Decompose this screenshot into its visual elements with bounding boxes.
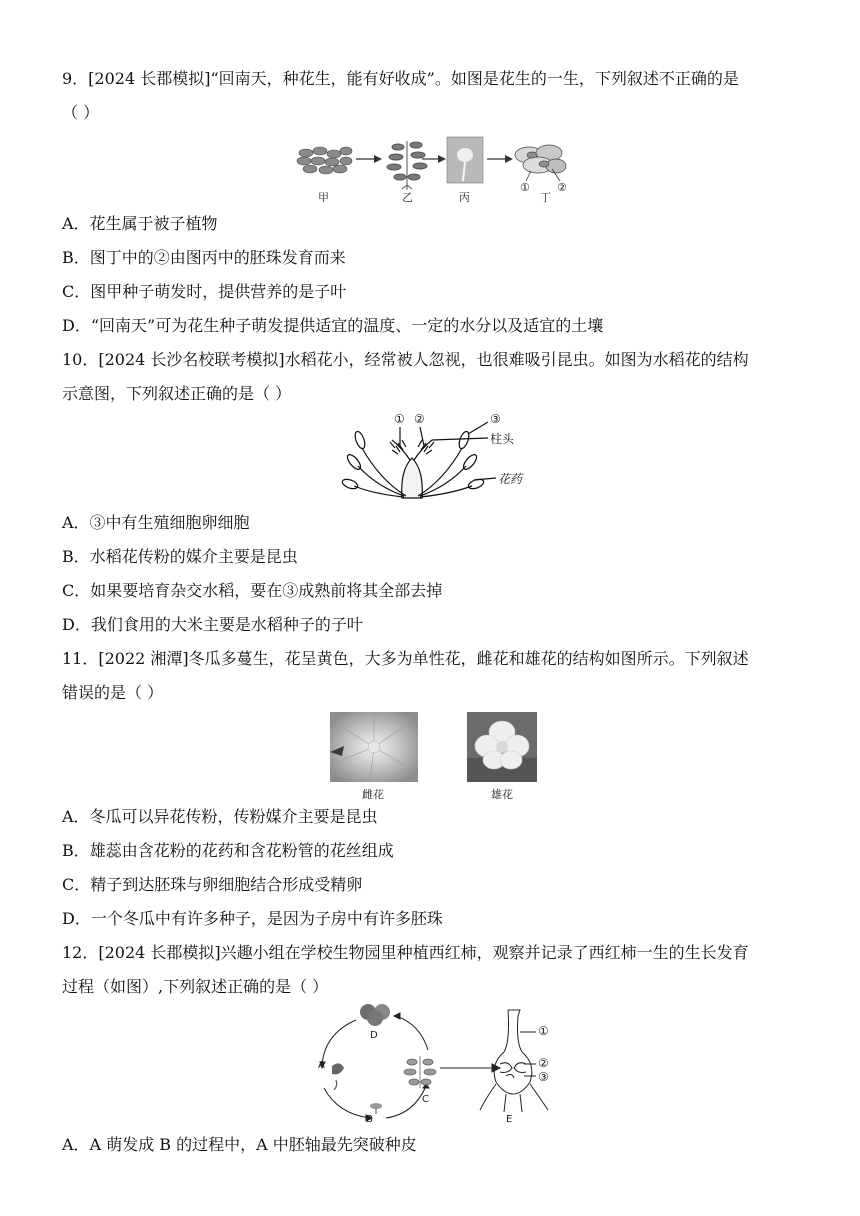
q9-label-jia: 甲	[318, 191, 329, 204]
q12-label-2: ②	[538, 1056, 549, 1070]
q12-label-D: D	[370, 1030, 378, 1041]
q10-stem-line2: 示意图，下列叙述正确的是（ ）	[62, 384, 292, 403]
q10-rice-flower-diagram	[340, 410, 540, 508]
q9-stem-line1: 9．[2024 长郡模拟]“回南天，种花生，能有好收成”。如图是花生的一生，下列叙述不正确的是	[62, 69, 739, 88]
q12-label-C: C	[422, 1094, 429, 1105]
q12-label-E: E	[506, 1114, 513, 1125]
q12-label-B: B	[366, 1114, 373, 1125]
q9-option-c: C．图甲种子萌发时，提供营养的是子叶	[62, 282, 347, 301]
q12-option-a: A．A 萌发成 B 的过程中，A 中胚轴最先突破种皮	[62, 1135, 417, 1154]
q9-label-ding: 丁	[540, 191, 551, 204]
q9-label-mark1: ①	[520, 181, 530, 194]
q12-stem-line2: 过程（如图）,下列叙述正确的是（ ）	[62, 977, 329, 996]
q9-figure	[294, 133, 584, 209]
q12-tomato-lifecycle-diagram	[310, 1002, 560, 1130]
q9-label-yi: 乙	[402, 191, 413, 204]
q11-female-flower-photo	[330, 712, 418, 782]
q10-label-1: ①	[394, 412, 405, 426]
q12-label-3: ③	[538, 1070, 549, 1084]
q11-option-d: D．一个冬瓜中有许多种子，是因为子房中有许多胚珠	[62, 909, 443, 928]
q10-label-2: ②	[414, 412, 425, 426]
q10-option-b: B．水稻花传粉的媒介主要是昆虫	[62, 547, 298, 566]
q10-option-d: D．我们食用的大米主要是水稻种子的子叶	[62, 615, 363, 634]
q11-label-male: 雄花	[491, 788, 513, 801]
q10-option-a: A．③中有生殖细胞卵细胞	[62, 513, 250, 532]
q9-option-b: B．图丁中的②由图丙中的胚珠发育而来	[62, 248, 346, 267]
q9-label-bing: 丙	[459, 191, 470, 204]
q10-stem-line1: 10．[2024 长沙名校联考模拟]水稻花小，经常被人忽视，也很难吸引昆虫。如图为水稻花的结构	[62, 350, 749, 369]
q12-stem-line1: 12．[2024 长郡模拟]兴趣小组在学校生物园里种植西红柿，观察并记录了西红柿一生的生长发育	[62, 943, 749, 962]
q11-male-flower-photo	[467, 712, 537, 782]
q10-label-anther: 花药	[498, 472, 523, 486]
q9-label-mark2: ②	[557, 181, 567, 194]
q11-option-c: C．精子到达胚珠与卵细胞结合形成受精卵	[62, 875, 363, 894]
q10-label-stigma: 柱头	[490, 432, 515, 446]
q9-option-d: D．“回南天”可为花生种子萌发提供适宜的温度、一定的水分以及适宜的土壤	[62, 316, 604, 335]
q9-option-a: A．花生属于被子植物	[62, 214, 218, 233]
q11-label-female: 雌花	[362, 788, 384, 801]
q10-label-3: ③	[490, 412, 501, 426]
q12-label-A: A	[318, 1060, 325, 1071]
q11-option-a: A．冬瓜可以异花传粉，传粉媒介主要是昆虫	[62, 807, 378, 826]
q12-label-1: ①	[538, 1024, 549, 1038]
q11-option-b: B．雄蕊由含花粉的花药和含花粉管的花丝组成	[62, 841, 394, 860]
q10-option-c: C．如果要培育杂交水稻，要在③成熟前将其全部去掉	[62, 581, 443, 600]
q11-stem-line2: 错误的是（ ）	[62, 683, 164, 702]
q9-stem-line2: （ ）	[62, 103, 100, 122]
q11-stem-line1: 11．[2022 湘潭]冬瓜多蔓生，花呈黄色，大多为单性花，雌花和雄花的结构如图所示。下列叙述	[62, 649, 749, 668]
